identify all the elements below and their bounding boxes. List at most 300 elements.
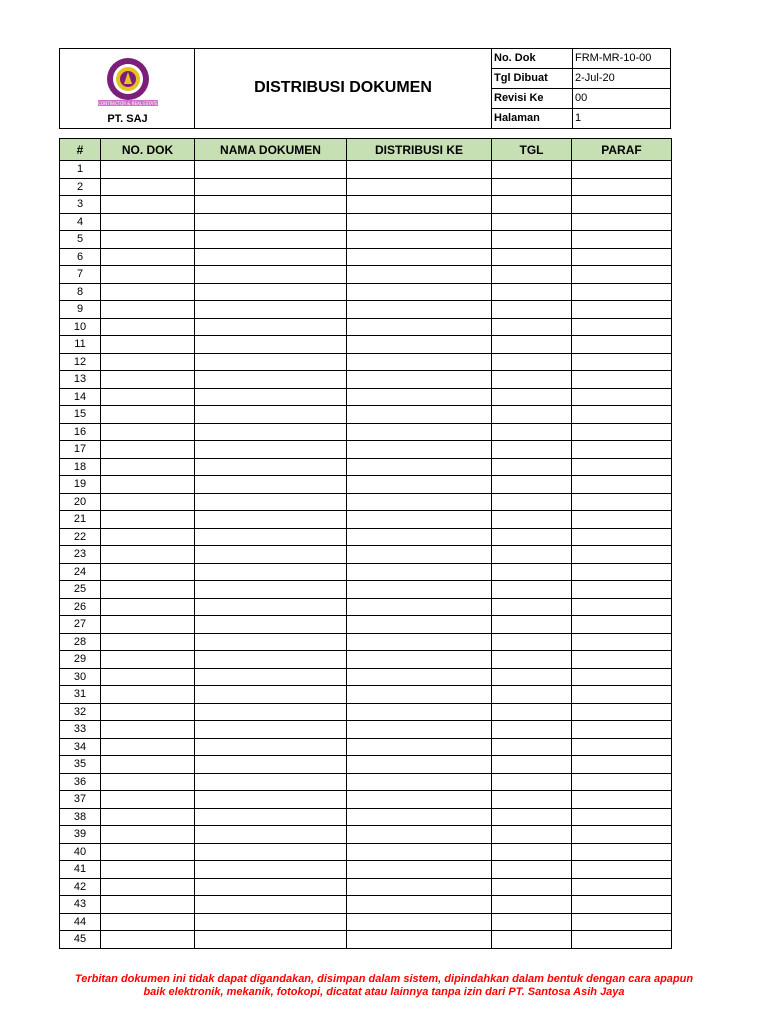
nama-dokumen-cell[interactable] (195, 196, 347, 214)
table-row (60, 476, 672, 494)
nama-dokumen-cell[interactable] (195, 633, 347, 651)
paraf-cell[interactable] (572, 406, 672, 424)
paraf-cell[interactable] (572, 913, 672, 931)
nama-dokumen-cell[interactable] (195, 826, 347, 844)
nama-dokumen-cell[interactable] (195, 213, 347, 231)
tgl-cell[interactable] (492, 318, 572, 336)
distribution-table (59, 138, 672, 949)
row-number: 3 (60, 196, 101, 214)
row-number: 19 (60, 476, 101, 494)
paraf-cell[interactable] (572, 773, 672, 791)
distribusi-ke-cell[interactable] (347, 371, 492, 389)
tgl-cell[interactable] (492, 686, 572, 704)
no-dok-cell[interactable] (101, 336, 195, 354)
paraf-cell[interactable] (572, 388, 672, 406)
distribusi-ke-cell[interactable] (347, 878, 492, 896)
tgl-cell[interactable] (492, 353, 572, 371)
distribusi-ke-cell[interactable] (347, 791, 492, 809)
distribusi-ke-cell[interactable] (347, 668, 492, 686)
row-number: 31 (60, 686, 101, 704)
nama-dokumen-cell[interactable] (195, 738, 347, 756)
no-dok-cell[interactable] (101, 458, 195, 476)
tgl-cell[interactable] (492, 441, 572, 459)
nama-dokumen-cell[interactable] (195, 668, 347, 686)
tgl-cell[interactable] (492, 738, 572, 756)
table-row (60, 563, 672, 581)
paraf-cell[interactable] (572, 161, 672, 179)
distribusi-ke-cell[interactable] (347, 931, 492, 949)
page-title: DISTRIBUSI DOKUMEN (254, 79, 432, 96)
distribusi-ke-cell[interactable] (347, 633, 492, 651)
no-dok-cell[interactable] (101, 476, 195, 494)
paraf-cell[interactable] (572, 633, 672, 651)
row-number: 24 (60, 563, 101, 581)
paraf-cell[interactable] (572, 301, 672, 319)
tgl-cell[interactable] (492, 283, 572, 301)
nama-dokumen-cell[interactable] (195, 441, 347, 459)
tgl-cell[interactable] (492, 528, 572, 546)
tgl-cell[interactable] (492, 248, 572, 266)
row-number: 20 (60, 493, 101, 511)
distribusi-ke-cell[interactable] (347, 161, 492, 179)
paraf-cell[interactable] (572, 686, 672, 704)
tgl-cell[interactable] (492, 598, 572, 616)
row-number: 5 (60, 231, 101, 249)
paraf-cell[interactable] (572, 213, 672, 231)
nama-dokumen-cell[interactable] (195, 511, 347, 529)
no-dok-cell[interactable] (101, 493, 195, 511)
no-dok-cell[interactable] (101, 598, 195, 616)
table-row (60, 861, 672, 879)
tgl-cell[interactable] (492, 336, 572, 354)
table-row (60, 616, 672, 634)
no-dok-cell[interactable] (101, 756, 195, 774)
nama-dokumen-cell[interactable] (195, 318, 347, 336)
no-dok-cell[interactable] (101, 913, 195, 931)
tgl-cell[interactable] (492, 423, 572, 441)
distribusi-ke-cell[interactable] (347, 336, 492, 354)
distribusi-ke-cell[interactable] (347, 493, 492, 511)
no-dok-cell[interactable] (101, 441, 195, 459)
document-meta-table (491, 49, 671, 128)
distribusi-ke-cell[interactable] (347, 756, 492, 774)
table-row (60, 896, 672, 914)
nama-dokumen-cell[interactable] (195, 546, 347, 564)
paraf-cell[interactable] (572, 511, 672, 529)
tgl-cell[interactable] (492, 266, 572, 284)
table-row (60, 826, 672, 844)
tgl-cell[interactable] (492, 633, 572, 651)
nama-dokumen-cell[interactable] (195, 721, 347, 739)
distribusi-ke-cell[interactable] (347, 423, 492, 441)
paraf-cell[interactable] (572, 563, 672, 581)
no-dok-cell[interactable] (101, 721, 195, 739)
no-dok-cell[interactable] (101, 266, 195, 284)
tgl-cell[interactable] (492, 546, 572, 564)
distribusi-ke-cell[interactable] (347, 861, 492, 879)
no-dok-cell[interactable] (101, 791, 195, 809)
tgl-cell[interactable] (492, 196, 572, 214)
no-dok-cell[interactable] (101, 861, 195, 879)
row-number: 39 (60, 826, 101, 844)
row-number: 23 (60, 546, 101, 564)
distribusi-ke-cell[interactable] (347, 721, 492, 739)
table-row (60, 843, 672, 861)
nama-dokumen-cell[interactable] (195, 248, 347, 266)
paraf-cell[interactable] (572, 441, 672, 459)
table-row (60, 301, 672, 319)
nama-dokumen-cell[interactable] (195, 283, 347, 301)
paraf-cell[interactable] (572, 528, 672, 546)
row-number: 40 (60, 843, 101, 861)
no-dok-cell[interactable] (101, 931, 195, 949)
distribusi-ke-cell[interactable] (347, 598, 492, 616)
no-dok-cell[interactable] (101, 213, 195, 231)
nama-dokumen-cell[interactable] (195, 808, 347, 826)
column-header-no-dok: NO. DOK (101, 139, 195, 161)
paraf-cell[interactable] (572, 651, 672, 669)
nama-dokumen-cell[interactable] (195, 458, 347, 476)
no-dok-cell[interactable] (101, 406, 195, 424)
meta-label: Halaman (494, 112, 540, 124)
no-dok-cell[interactable] (101, 528, 195, 546)
tgl-cell[interactable] (492, 616, 572, 634)
meta-label: Revisi Ke (494, 92, 544, 104)
no-dok-cell[interactable] (101, 773, 195, 791)
paraf-cell[interactable] (572, 668, 672, 686)
paraf-cell[interactable] (572, 196, 672, 214)
table-row (60, 598, 672, 616)
distribusi-ke-cell[interactable] (347, 248, 492, 266)
distribusi-ke-cell[interactable] (347, 283, 492, 301)
no-dok-cell[interactable] (101, 196, 195, 214)
paraf-cell[interactable] (572, 878, 672, 896)
tgl-cell[interactable] (492, 388, 572, 406)
tgl-cell[interactable] (492, 826, 572, 844)
no-dok-cell[interactable] (101, 546, 195, 564)
table-row (60, 686, 672, 704)
table-row (60, 353, 672, 371)
tgl-cell[interactable] (492, 511, 572, 529)
nama-dokumen-cell[interactable] (195, 861, 347, 879)
meta-value: FRM-MR-10-00 (575, 52, 652, 64)
table-header-row (60, 139, 672, 161)
distribusi-ke-cell[interactable] (347, 266, 492, 284)
nama-dokumen-cell[interactable] (195, 528, 347, 546)
tgl-cell[interactable] (492, 843, 572, 861)
table-row (60, 213, 672, 231)
no-dok-cell[interactable] (101, 826, 195, 844)
no-dok-cell[interactable] (101, 371, 195, 389)
paraf-cell[interactable] (572, 248, 672, 266)
tgl-cell[interactable] (492, 406, 572, 424)
no-dok-cell[interactable] (101, 318, 195, 336)
paraf-cell[interactable] (572, 546, 672, 564)
no-dok-cell[interactable] (101, 581, 195, 599)
no-dok-cell[interactable] (101, 896, 195, 914)
distribusi-ke-cell[interactable] (347, 231, 492, 249)
row-number: 17 (60, 441, 101, 459)
paraf-cell[interactable] (572, 703, 672, 721)
nama-dokumen-cell[interactable] (195, 231, 347, 249)
no-dok-cell[interactable] (101, 686, 195, 704)
meta-value: 1 (575, 112, 582, 124)
paraf-cell[interactable] (572, 756, 672, 774)
no-dok-cell[interactable] (101, 563, 195, 581)
row-number: 11 (60, 336, 101, 354)
nama-dokumen-cell[interactable] (195, 686, 347, 704)
no-dok-cell[interactable] (101, 616, 195, 634)
distribusi-ke-cell[interactable] (347, 738, 492, 756)
nama-dokumen-cell[interactable] (195, 703, 347, 721)
nama-dokumen-cell[interactable] (195, 581, 347, 599)
no-dok-cell[interactable] (101, 353, 195, 371)
no-dok-cell[interactable] (101, 283, 195, 301)
paraf-cell[interactable] (572, 283, 672, 301)
distribusi-ke-cell[interactable] (347, 913, 492, 931)
table-row (60, 388, 672, 406)
tgl-cell[interactable] (492, 756, 572, 774)
no-dok-cell[interactable] (101, 738, 195, 756)
nama-dokumen-cell[interactable] (195, 301, 347, 319)
tgl-cell[interactable] (492, 773, 572, 791)
meta-row-no-dok (492, 49, 671, 69)
distribusi-ke-cell[interactable] (347, 353, 492, 371)
nama-dokumen-cell[interactable] (195, 791, 347, 809)
tgl-cell[interactable] (492, 878, 572, 896)
tgl-cell[interactable] (492, 703, 572, 721)
row-number: 25 (60, 581, 101, 599)
nama-dokumen-cell[interactable] (195, 843, 347, 861)
table-row (60, 161, 672, 179)
company-name: PT. SAJ (107, 113, 148, 125)
row-number: 41 (60, 861, 101, 879)
table-body (60, 161, 672, 949)
paraf-cell[interactable] (572, 931, 672, 949)
no-dok-cell[interactable] (101, 511, 195, 529)
row-number: 32 (60, 703, 101, 721)
row-number: 45 (60, 931, 101, 949)
paraf-cell[interactable] (572, 808, 672, 826)
paraf-cell[interactable] (572, 896, 672, 914)
nama-dokumen-cell[interactable] (195, 563, 347, 581)
paraf-cell[interactable] (572, 371, 672, 389)
nama-dokumen-cell[interactable] (195, 896, 347, 914)
distribusi-ke-cell[interactable] (347, 581, 492, 599)
paraf-cell[interactable] (572, 861, 672, 879)
tgl-cell[interactable] (492, 371, 572, 389)
svg-text:CONTRACTOR & REAL ESTATE: CONTRACTOR & REAL ESTATE (98, 101, 158, 106)
footer-line-1: Terbitan dokumen ini tidak dapat digandakan, disimpan dalam sistem, dipindahkan dalam bentuk dengan cara apapun (74, 973, 694, 985)
distribusi-ke-cell[interactable] (347, 511, 492, 529)
distribusi-ke-cell[interactable] (347, 843, 492, 861)
paraf-cell[interactable] (572, 581, 672, 599)
no-dok-cell[interactable] (101, 633, 195, 651)
table-row (60, 266, 672, 284)
column-header-tgl: TGL (492, 139, 572, 161)
nama-dokumen-cell[interactable] (195, 388, 347, 406)
logo-cell (60, 49, 195, 128)
paraf-cell[interactable] (572, 493, 672, 511)
paraf-cell[interactable] (572, 598, 672, 616)
table-row (60, 528, 672, 546)
no-dok-cell[interactable] (101, 651, 195, 669)
tgl-cell[interactable] (492, 896, 572, 914)
tgl-cell[interactable] (492, 493, 572, 511)
nama-dokumen-cell[interactable] (195, 353, 347, 371)
no-dok-cell[interactable] (101, 423, 195, 441)
paraf-cell[interactable] (572, 231, 672, 249)
tgl-cell[interactable] (492, 721, 572, 739)
distribusi-ke-cell[interactable] (347, 458, 492, 476)
tgl-cell[interactable] (492, 861, 572, 879)
table-row (60, 546, 672, 564)
paraf-cell[interactable] (572, 423, 672, 441)
table-row (60, 248, 672, 266)
meta-label: No. Dok (494, 52, 536, 64)
distribusi-ke-cell[interactable] (347, 318, 492, 336)
row-number: 14 (60, 388, 101, 406)
meta-label: Tgl Dibuat (494, 72, 548, 84)
nama-dokumen-cell[interactable] (195, 266, 347, 284)
distribusi-ke-cell[interactable] (347, 808, 492, 826)
paraf-cell[interactable] (572, 843, 672, 861)
tgl-cell[interactable] (492, 651, 572, 669)
tgl-cell[interactable] (492, 808, 572, 826)
table-row (60, 493, 672, 511)
paraf-cell[interactable] (572, 476, 672, 494)
no-dok-cell[interactable] (101, 843, 195, 861)
paraf-cell[interactable] (572, 721, 672, 739)
tgl-cell[interactable] (492, 791, 572, 809)
distribusi-ke-cell[interactable] (347, 616, 492, 634)
paraf-cell[interactable] (572, 738, 672, 756)
paraf-cell[interactable] (572, 178, 672, 196)
nama-dokumen-cell[interactable] (195, 913, 347, 931)
distribusi-ke-cell[interactable] (347, 441, 492, 459)
paraf-cell[interactable] (572, 791, 672, 809)
distribusi-ke-cell[interactable] (347, 406, 492, 424)
row-number: 37 (60, 791, 101, 809)
row-number: 21 (60, 511, 101, 529)
table-row (60, 581, 672, 599)
no-dok-cell[interactable] (101, 231, 195, 249)
distribusi-ke-cell[interactable] (347, 301, 492, 319)
nama-dokumen-cell[interactable] (195, 493, 347, 511)
distribusi-ke-cell[interactable] (347, 388, 492, 406)
row-number: 22 (60, 528, 101, 546)
distribusi-ke-cell[interactable] (347, 528, 492, 546)
no-dok-cell[interactable] (101, 703, 195, 721)
nama-dokumen-cell[interactable] (195, 178, 347, 196)
nama-dokumen-cell[interactable] (195, 476, 347, 494)
tgl-cell[interactable] (492, 458, 572, 476)
paraf-cell[interactable] (572, 616, 672, 634)
row-number: 4 (60, 213, 101, 231)
nama-dokumen-cell[interactable] (195, 756, 347, 774)
table-row (60, 423, 672, 441)
no-dok-cell[interactable] (101, 808, 195, 826)
table-row (60, 791, 672, 809)
distribusi-ke-cell[interactable] (347, 773, 492, 791)
nama-dokumen-cell[interactable] (195, 878, 347, 896)
nama-dokumen-cell[interactable] (195, 161, 347, 179)
tgl-cell[interactable] (492, 913, 572, 931)
distribusi-ke-cell[interactable] (347, 213, 492, 231)
row-number: 33 (60, 721, 101, 739)
table-row (60, 738, 672, 756)
paraf-cell[interactable] (572, 266, 672, 284)
nama-dokumen-cell[interactable] (195, 598, 347, 616)
nama-dokumen-cell[interactable] (195, 336, 347, 354)
nama-dokumen-cell[interactable] (195, 931, 347, 949)
distribusi-ke-cell[interactable] (347, 546, 492, 564)
row-number: 27 (60, 616, 101, 634)
row-number: 34 (60, 738, 101, 756)
distribusi-ke-cell[interactable] (347, 703, 492, 721)
table-row (60, 283, 672, 301)
table-row (60, 178, 672, 196)
tgl-cell[interactable] (492, 476, 572, 494)
table-row (60, 441, 672, 459)
column-header-paraf: PARAF (572, 139, 672, 161)
tgl-cell[interactable] (492, 563, 572, 581)
nama-dokumen-cell[interactable] (195, 371, 347, 389)
paraf-cell[interactable] (572, 353, 672, 371)
row-number: 2 (60, 178, 101, 196)
paraf-cell[interactable] (572, 318, 672, 336)
tgl-cell[interactable] (492, 581, 572, 599)
tgl-cell[interactable] (492, 301, 572, 319)
tgl-cell[interactable] (492, 231, 572, 249)
distribusi-ke-cell[interactable] (347, 686, 492, 704)
distribusi-ke-cell[interactable] (347, 896, 492, 914)
no-dok-cell[interactable] (101, 161, 195, 179)
distribusi-ke-cell[interactable] (347, 196, 492, 214)
tgl-cell[interactable] (492, 931, 572, 949)
row-number: 13 (60, 371, 101, 389)
tgl-cell[interactable] (492, 178, 572, 196)
distribusi-ke-cell[interactable] (347, 563, 492, 581)
nama-dokumen-cell[interactable] (195, 423, 347, 441)
nama-dokumen-cell[interactable] (195, 773, 347, 791)
no-dok-cell[interactable] (101, 878, 195, 896)
nama-dokumen-cell[interactable] (195, 651, 347, 669)
row-number: 44 (60, 913, 101, 931)
distribusi-ke-cell[interactable] (347, 651, 492, 669)
no-dok-cell[interactable] (101, 248, 195, 266)
tgl-cell[interactable] (492, 161, 572, 179)
distribusi-ke-cell[interactable] (347, 476, 492, 494)
row-number: 28 (60, 633, 101, 651)
no-dok-cell[interactable] (101, 668, 195, 686)
distribusi-ke-cell[interactable] (347, 826, 492, 844)
nama-dokumen-cell[interactable] (195, 406, 347, 424)
paraf-cell[interactable] (572, 826, 672, 844)
paraf-cell[interactable] (572, 458, 672, 476)
tgl-cell[interactable] (492, 213, 572, 231)
tgl-cell[interactable] (492, 668, 572, 686)
row-number: 7 (60, 266, 101, 284)
row-number: 35 (60, 756, 101, 774)
table-row (60, 318, 672, 336)
paraf-cell[interactable] (572, 336, 672, 354)
nama-dokumen-cell[interactable] (195, 616, 347, 634)
no-dok-cell[interactable] (101, 178, 195, 196)
no-dok-cell[interactable] (101, 301, 195, 319)
no-dok-cell[interactable] (101, 388, 195, 406)
distribusi-ke-cell[interactable] (347, 178, 492, 196)
